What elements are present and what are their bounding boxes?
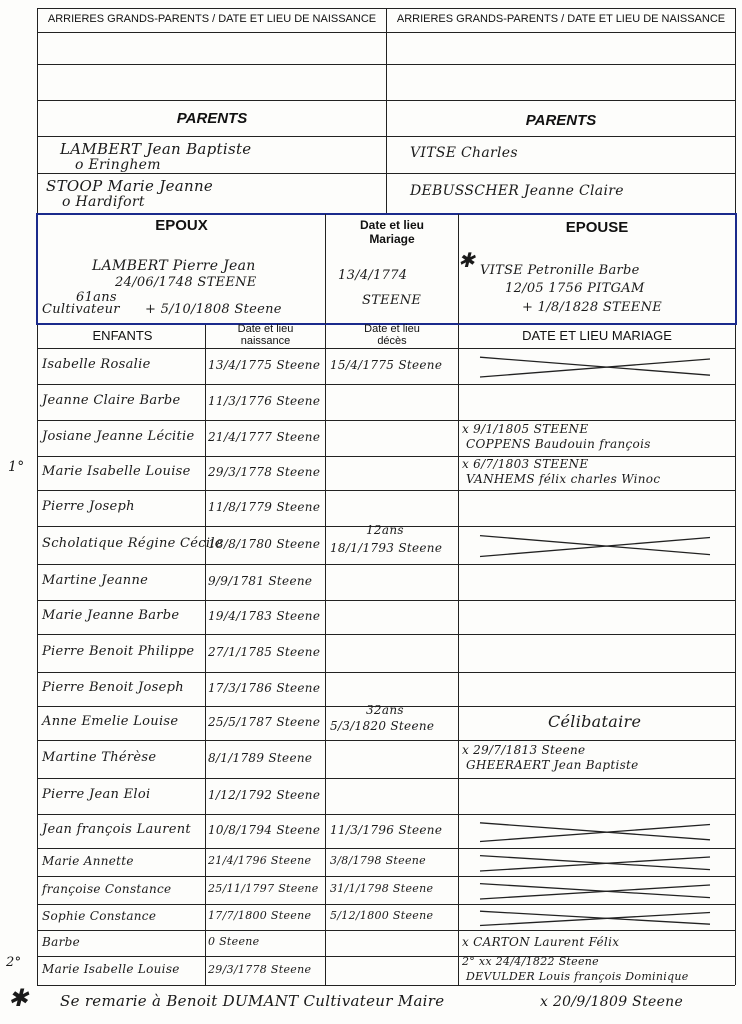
row-rule xyxy=(37,672,735,673)
epouse-death: + 1/8/1828 STEENE xyxy=(522,300,663,315)
rule xyxy=(37,348,735,349)
cross-out-mark xyxy=(470,850,720,874)
child-birth: 1/12/1792 Steene xyxy=(208,787,321,802)
child-name: Sophie Constance xyxy=(42,908,157,923)
epoux-label: EPOUX xyxy=(155,217,208,234)
child-spouse: COPPENS Baudouin françois xyxy=(466,436,651,451)
marriage-label-line2: Mariage xyxy=(369,232,415,246)
rule xyxy=(458,325,459,985)
wife-father: VITSE Charles xyxy=(410,145,518,161)
child-birth: 0 Steene xyxy=(208,935,260,949)
rule xyxy=(37,325,38,985)
mother-name: STOOP Marie Jeanne xyxy=(46,177,214,195)
margin-note-first: 1° xyxy=(8,459,25,475)
cross-stroke-1 xyxy=(480,536,710,555)
cross-out-mark xyxy=(470,878,720,902)
child-birth: 17/3/1786 Steene xyxy=(208,680,321,695)
epouse-name: VITSE Petronille Barbe xyxy=(480,263,640,278)
row-rule xyxy=(37,848,735,849)
marriage-label-line1: Date et lieu xyxy=(359,218,425,232)
parents-header-left: PARENTS xyxy=(176,110,248,127)
footer-note: Se remarie à Benoit DUMANT Cultivateur Maire xyxy=(60,992,445,1010)
margin-note-second: 2° xyxy=(6,955,22,970)
child-name: Isabelle Rosalie xyxy=(42,356,151,372)
naissance-line1: Date et lieu xyxy=(237,323,294,335)
row-rule xyxy=(37,490,735,491)
child-birth: 17/7/1800 Steene xyxy=(208,909,312,923)
child-birth: 29/3/1778 Steene xyxy=(208,962,312,976)
child-birth: 18/8/1780 Steene xyxy=(208,536,321,551)
child-name: Pierre Benoit Philippe xyxy=(42,643,195,659)
father-name: LAMBERT Jean Baptiste xyxy=(60,140,252,158)
cross-stroke-2 xyxy=(480,538,710,557)
rule xyxy=(735,325,736,985)
deces-line2: décès xyxy=(377,335,407,347)
child-marriage: x 9/1/1805 STEENE xyxy=(462,421,589,436)
child-name: Barbe xyxy=(42,934,80,949)
cross-stroke-1 xyxy=(480,884,710,898)
child-death: 18/1/1793 Steene xyxy=(330,540,443,555)
row-rule xyxy=(37,564,735,565)
child-birth: 8/1/1789 Steene xyxy=(208,750,313,765)
footer-mark-icon: ✱ xyxy=(8,984,29,1012)
epouse-birth: 12/05 1756 PITGAM xyxy=(505,281,645,296)
marriage-label xyxy=(326,218,458,246)
parents-header-right: PARENTS xyxy=(525,112,597,129)
epoux-name: LAMBERT Pierre Jean xyxy=(92,258,256,274)
rule xyxy=(205,325,206,985)
child-name: Martine Jeanne xyxy=(42,572,149,588)
child-birth: 27/1/1785 Steene xyxy=(208,644,321,659)
child-name: Marie Isabelle Louise xyxy=(42,463,191,479)
wife-mother: DEBUSSCHER Jeanne Claire xyxy=(410,183,624,199)
child-death: 15/4/1775 Steene xyxy=(330,357,443,372)
children-header-naissance xyxy=(206,323,325,347)
cross-out-mark xyxy=(470,906,720,928)
child-name: Martine Thérèse xyxy=(42,749,157,765)
child-name: Josiane Jeanne Lécitie xyxy=(42,428,195,444)
mother-birth: o Hardifort xyxy=(62,194,145,210)
child-name: Marie Isabelle Louise xyxy=(42,962,180,977)
epoux-occupation: Cultivateur xyxy=(42,302,120,317)
child-name: Marie Jeanne Barbe xyxy=(42,607,180,623)
death-age-note-1: 12ans xyxy=(366,523,404,537)
rule xyxy=(735,8,736,214)
child-birth: 13/4/1775 Steene xyxy=(208,357,321,372)
child-birth: 29/3/1778 Steene xyxy=(208,464,321,479)
cross-stroke-2 xyxy=(480,857,710,871)
row-rule xyxy=(37,814,735,815)
row-rule xyxy=(37,420,735,421)
child-spouse: GHEERAERT Jean Baptiste xyxy=(466,757,639,772)
child-death: 5/3/1820 Steene xyxy=(330,718,435,733)
child-birth: 9/9/1781 Steene xyxy=(208,573,313,588)
cross-out-mark xyxy=(470,816,720,846)
child-name: Marie Annette xyxy=(42,853,134,868)
row-rule xyxy=(37,740,735,741)
child-spouse: DEVULDER Louis françois Dominique xyxy=(466,969,689,983)
child-name: Scholatique Régine Cécile xyxy=(42,535,223,551)
rule xyxy=(386,8,387,214)
row-rule xyxy=(37,956,735,957)
great-grandparents-header-left: ARRIERES GRANDS-PARENTS / DATE ET LIEU DE NAISSANCE xyxy=(47,13,377,25)
child-birth: 10/8/1794 Steene xyxy=(208,822,321,837)
child-birth: 25/5/1787 Steene xyxy=(208,714,321,729)
cross-stroke-1 xyxy=(480,856,710,870)
child-name: Pierre Jean Eloi xyxy=(42,786,151,802)
child-birth: 11/3/1776 Steene xyxy=(208,393,321,408)
cross-stroke-2 xyxy=(480,885,710,899)
children-header-deces xyxy=(326,323,458,347)
child-birth: 21/4/1777 Steene xyxy=(208,429,321,444)
row-rule xyxy=(37,778,735,779)
great-grandparents-header-right: ARRIERES GRANDS-PARENTS / DATE ET LIEU DE NAISSANCE xyxy=(396,13,726,25)
epoux-birth: 24/06/1748 STEENE xyxy=(115,275,257,290)
child-name: Pierre Joseph xyxy=(42,498,135,514)
death-age-note-2: 32ans xyxy=(366,703,404,717)
child-birth: 11/8/1779 Steene xyxy=(208,499,321,514)
cross-stroke-2 xyxy=(480,913,710,926)
children-header-mariage: DATE ET LIEU MARIAGE xyxy=(522,328,672,343)
child-name: Pierre Benoit Joseph xyxy=(42,679,184,695)
footer-note-date: x 20/9/1809 Steene xyxy=(540,994,684,1010)
marriage-date: 13/4/1774 xyxy=(338,268,408,283)
child-marriage: x 29/7/1813 Steene xyxy=(462,742,586,757)
row-rule xyxy=(37,876,735,877)
deces-line1: Date et lieu xyxy=(364,323,420,335)
epouse-mark-icon: ✱ xyxy=(458,248,476,272)
child-spouse: VANHEMS félix charles Winoc xyxy=(466,471,661,486)
father-birth: o Eringhem xyxy=(75,157,161,173)
child-marriage: 2° xx 24/4/1822 Steene xyxy=(462,954,599,968)
child-birth: 25/11/1797 Steene xyxy=(208,882,319,896)
child-birth: 21/4/1796 Steene xyxy=(208,854,312,868)
cross-stroke-1 xyxy=(480,823,710,840)
rule xyxy=(325,325,326,985)
child-death: 3/8/1798 Steene xyxy=(330,854,426,868)
naissance-line2: naissance xyxy=(240,335,291,347)
row-rule xyxy=(37,384,735,385)
child-name: Jean françois Laurent xyxy=(42,821,191,837)
cross-stroke-2 xyxy=(480,825,710,842)
row-rule xyxy=(37,456,735,457)
epoux-age: 61ans xyxy=(76,290,117,305)
child-death: 31/1/1798 Steene xyxy=(330,882,434,896)
child-death: 5/12/1800 Steene xyxy=(330,909,434,923)
marriage-place: STEENE xyxy=(362,293,422,308)
child-death: 11/3/1796 Steene xyxy=(330,822,443,837)
cross-out-mark xyxy=(470,528,720,562)
child-name: françoise Constance xyxy=(42,881,172,896)
row-rule xyxy=(37,930,735,931)
child-birth: 19/4/1783 Steene xyxy=(208,608,321,623)
row-rule xyxy=(37,600,735,601)
cross-stroke-1 xyxy=(480,357,710,375)
row-rule xyxy=(37,634,735,635)
cross-stroke-2 xyxy=(480,359,710,377)
row-rule xyxy=(37,904,735,905)
epouse-label: EPOUSE xyxy=(565,219,629,236)
epoux-death: + 5/10/1808 Steene xyxy=(145,302,282,317)
row-rule xyxy=(37,985,735,986)
child-name: Anne Emelie Louise xyxy=(42,713,179,729)
cross-out-mark xyxy=(470,350,720,382)
child-marriage: x 6/7/1803 STEENE xyxy=(462,456,589,471)
child-marriage: Célibataire xyxy=(548,711,642,731)
child-marriage: x CARTON Laurent Félix xyxy=(462,934,620,949)
children-header-enfants: ENFANTS xyxy=(92,328,153,343)
cross-stroke-1 xyxy=(480,911,710,924)
child-name: Jeanne Claire Barbe xyxy=(42,392,181,408)
